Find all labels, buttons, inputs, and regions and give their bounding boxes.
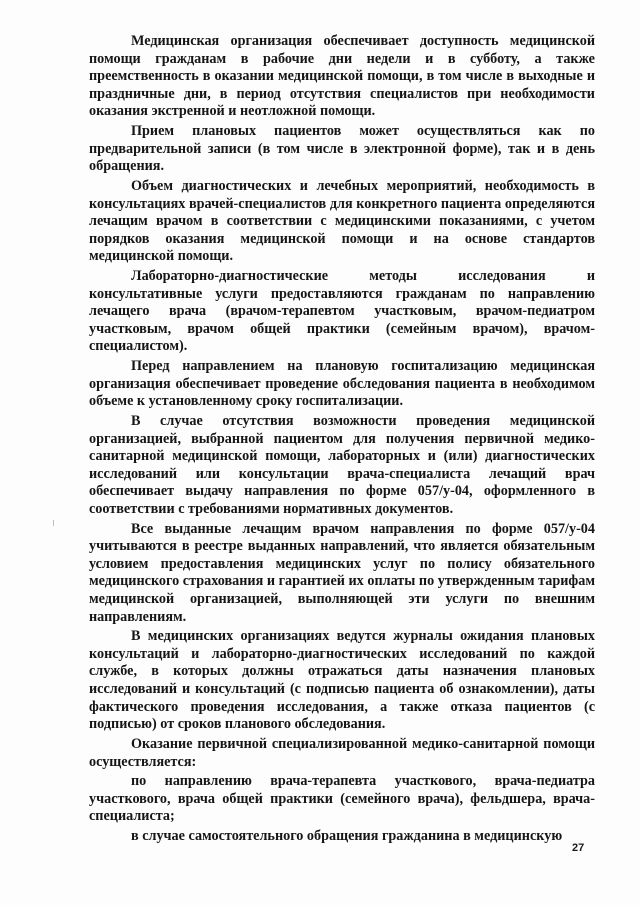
document-body <box>89 33 595 848</box>
page-number: 27 <box>572 842 585 854</box>
list-item-by-referral: по направлению врача-терапевта участкового, врача-педиатра участкового, врача общей практики (семейного врача), фельдшера, врача-специалиста; <box>89 773 595 825</box>
list-item-self-referral: в случае самостоятельного обращения гражданина в медицинскую <box>131 828 563 845</box>
paragraph-lab-methods: Лабораторно-диагностические методы исследования и консультативные услуги предоставляются гражданам по направлению лечащего врача (врачом-терапевтом участковым, врачом-педиатром участковым, врачом общей практики (семейным врачом), врачом-специалистом). <box>89 268 595 355</box>
paragraph-hospitalization: Перед направлением на плановую госпитализацию медицинская организация обеспечивает проведение обследования пациента в необходимом объеме к установленному сроку госпитализации. <box>89 358 595 410</box>
margin-mark <box>53 520 54 526</box>
paragraph-referral-form: В случае отсутствия возможности проведения медицинской организацией, выбранной пациентом для получения первичной медико-санитарной медицинской помощи, лабораторных и (или) диагностических исследований или консультации врача-специалиста лечащий врач обеспечивает выдачу направления по форме 057/у-04, оформленного в соответствии с требованиями нормативных документов. <box>89 412 595 517</box>
paragraph-waiting-journals: В медицинских организациях ведутся журналы ожидания плановых консультаций и лабораторно-диагностических исследований по каждой службе, в которых должны отражаться даты назначения плановых исследований и консультаций (с подписью пациента об ознакомлении), даты фактического проведения исследования, а также отказа пациентов (с подписью) от сроков планового обследования. <box>89 628 595 733</box>
paragraph-referral-registry: Все выданные лечащим врачом направления по форме 057/у-04 учитываются в реестре выданных направлений, что является обязательным условием предоставления медицинских услуг по полису обязательного медицинского страхования и гарантией их оплаты по утвержденным тарифам медицинской организацией, выполняющей эти услуги по внешним направлениям. <box>89 520 595 625</box>
paragraph-specialized-care: Оказание первичной специализированной медико-санитарной помощи осуществляется: <box>89 735 595 770</box>
paragraph-appointment: Прием плановых пациентов может осуществляться как по предварительной записи (в том числе в электронной форме), так и в день обращения. <box>89 123 595 175</box>
paragraph-availability: Медицинская организация обеспечивает доступность медицинской помощи гражданам в рабочие дни недели и в субботу, а также преемственность в оказании медицинской помощи, в том числе в выходные и праздничные дни, в период отсутствия специалистов при необходимости оказания экстренной и неотложной помощи. <box>89 33 595 120</box>
paragraph-diagnostic-scope: Объем диагностических и лечебных мероприятий, необходимость в консультациях врачей-специалистов для конкретного пациента определяются лечащим врачом в соответствии с медицинскими показаниями, с учетом порядков оказания медицинской помощи и на основе стандартов медицинской помощи. <box>89 177 595 265</box>
